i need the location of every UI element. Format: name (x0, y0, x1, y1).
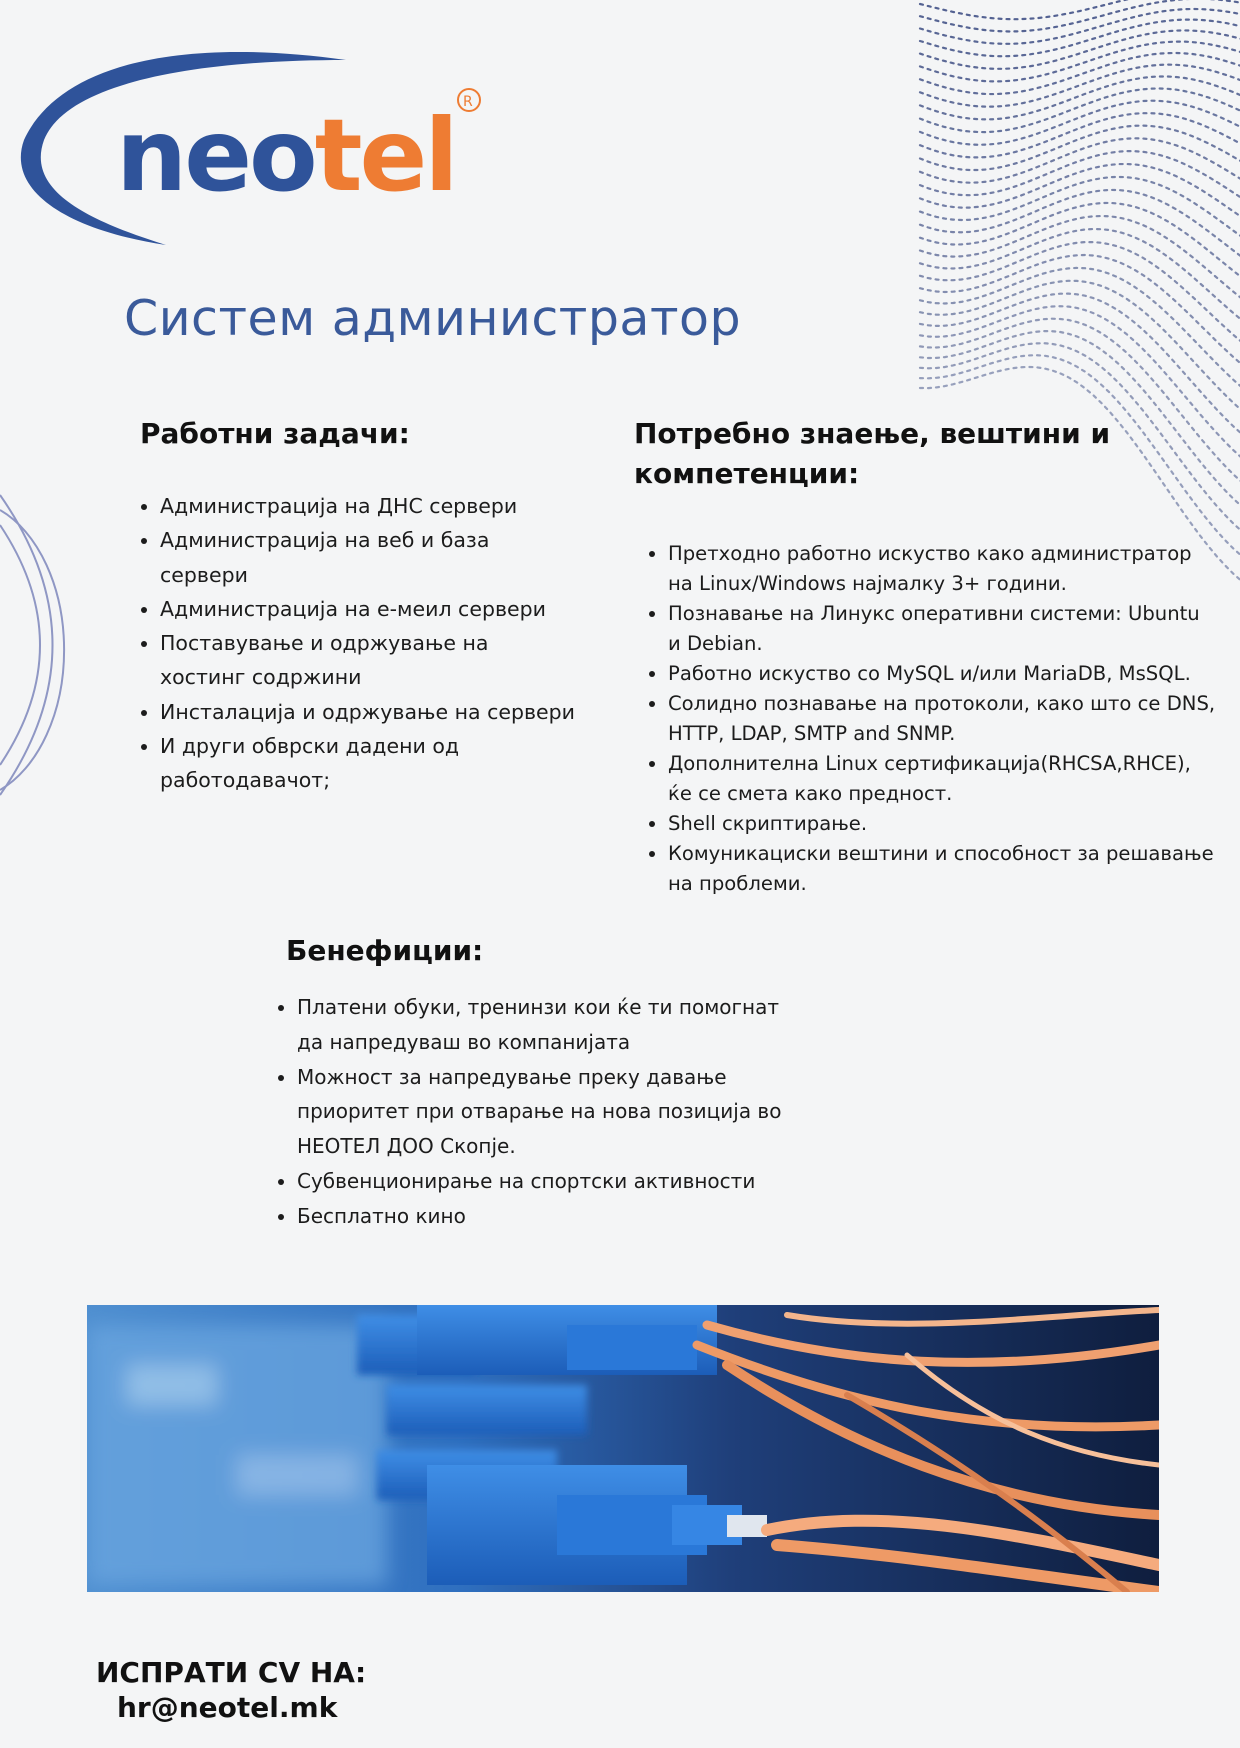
list-item: • Администрација на е-меил сервери (160, 592, 580, 626)
neotel-logo (16, 30, 486, 250)
list-item: • И други обврски дадени од работодавачот; (160, 729, 580, 798)
send-cv-callout (96, 1655, 366, 1725)
tasks-list (129, 489, 580, 798)
list-item: • Бесплатно кино (297, 1199, 797, 1234)
list-item: • Администрација на веб и база сервери (160, 523, 580, 592)
list-item: • Платени обуки, тренинзи кои ќе ти помогнат да напредуваш во компанијата (297, 990, 797, 1060)
list-item: • Комуникациски вештини и способност за решавање на проблеми. (668, 839, 1218, 899)
list-item: • Инсталација и одржување на сервери (160, 695, 580, 729)
list-item: • Администрација на ДНС сервери (160, 489, 580, 523)
list-item: • Можност за напредување преку давање приоритет при отварање на нова позиција во НЕОТЕЛ ДОО Скопје. (297, 1060, 797, 1164)
email-link[interactable]: hr@neotel.mk (117, 1691, 338, 1724)
list-item: • Поставување и одржување на хостинг содржини (160, 626, 580, 695)
concentric-arcs-decoration (0, 495, 64, 795)
list-item: • Shell скриптирање. (668, 809, 1218, 839)
svg-text:neotel: neotel (116, 97, 456, 214)
list-item: • Познавање на Линукс оперативни системи: Ubuntu и Debian. (668, 599, 1218, 659)
network-cables-photo (87, 1305, 1159, 1592)
list-item: • Работно искуство со MySQL и/или MariaDB, MsSQL. (668, 659, 1218, 689)
list-item: • Субвенционирање на спортски активности (297, 1164, 797, 1199)
job-title: Систем администратор (124, 290, 742, 347)
skills-heading: Потребно знаење, вештини и компетенции: (634, 417, 1111, 490)
list-item: • Солидно познавање на протоколи, како што се DNS, HTTP, LDAP, SMTP and SNMP. (668, 689, 1218, 749)
benefits-heading: Бенефиции: (286, 934, 484, 967)
skills-list (637, 539, 1218, 899)
cta-label: ИСПРАТИ CV НА: (96, 1656, 367, 1689)
list-item: • Претходно работно искуство како администратор на Linux/Windows најмалку 3+ години. (668, 539, 1218, 599)
svg-text:R: R (463, 94, 473, 110)
benefits-list (266, 990, 797, 1234)
tasks-heading: Работни задачи: (140, 417, 410, 450)
list-item: • Дополнителна Linux сертификација(RHCSA,RHCE), ќе се смета како предност. (668, 749, 1218, 809)
